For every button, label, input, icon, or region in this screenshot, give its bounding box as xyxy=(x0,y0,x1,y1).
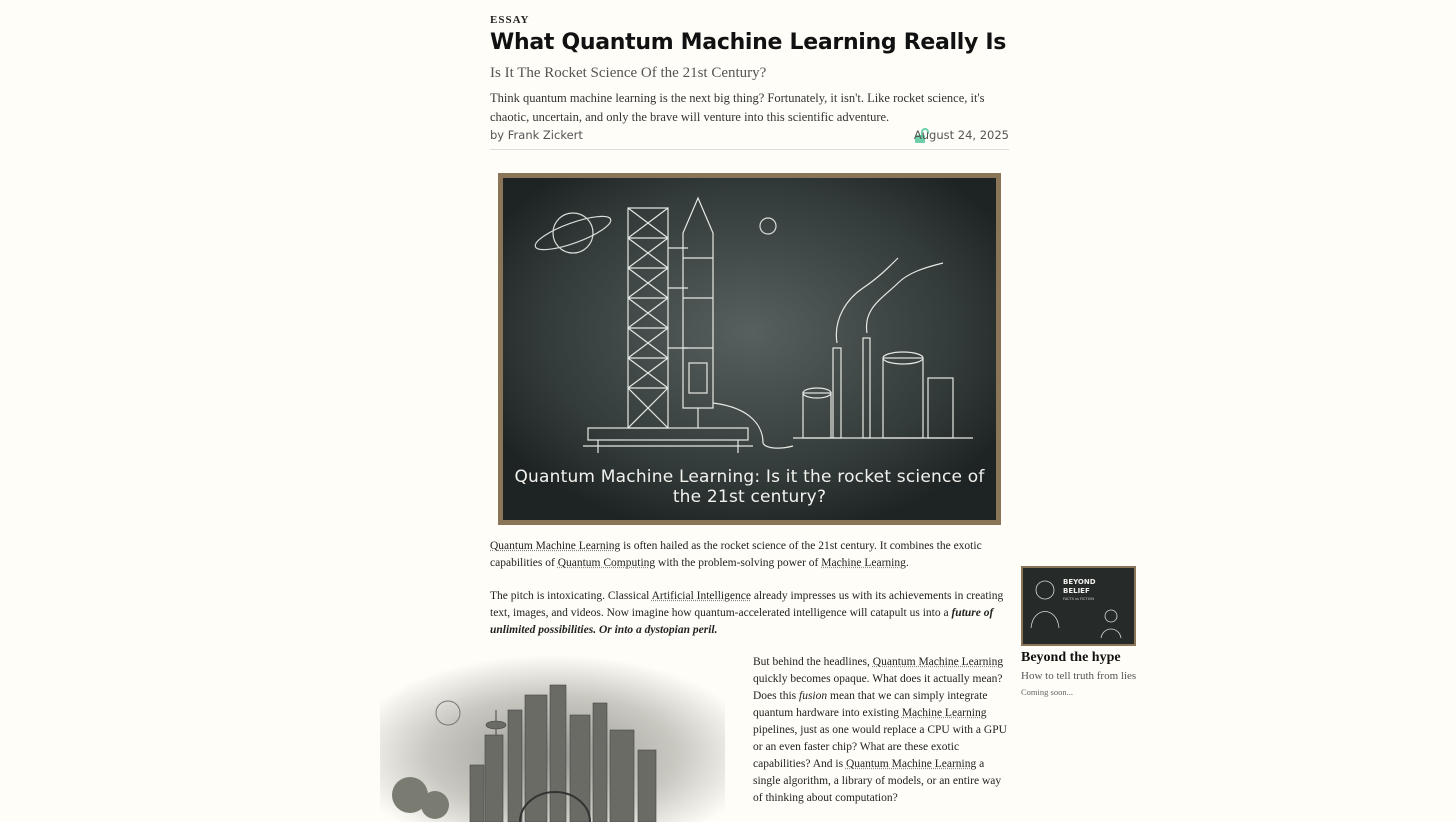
sidebar-card-thumbnail[interactable] xyxy=(1021,566,1136,646)
author-link[interactable]: by Frank Zickert xyxy=(490,128,583,142)
text: quickly becomes opaque. What does it actually mean? Does this xyxy=(753,673,1003,702)
body-paragraph-2 xyxy=(490,588,1010,639)
text: But behind the headlines, xyxy=(753,656,873,668)
sidebar-card-status: Coming soon... xyxy=(1021,687,1073,697)
kicker: ESSAY xyxy=(490,14,530,26)
thumb-text: BEYOND xyxy=(1063,578,1096,586)
hero-image xyxy=(498,173,1001,525)
sidebar-card-title[interactable]: Beyond the hype xyxy=(1021,650,1121,665)
link-quantum-machine-learning[interactable]: Quantum Machine Learning xyxy=(872,656,1004,668)
sidebar-card-subtitle: How to tell truth from lies xyxy=(1021,670,1137,682)
lead-paragraph: Think quantum machine learning is the next big thing? Fortunately, it isn't. Like rocket science, it's chaotic, uncertain, and only the brave will venture into this scientific adventure. xyxy=(490,91,985,124)
link-quantum-machine-learning[interactable]: Quantum Machine Learning xyxy=(490,540,621,552)
emphasis: future of unlimited possibilities. Or into a dystopian peril. xyxy=(490,607,994,636)
link-machine-learning[interactable]: Machine Learning xyxy=(901,707,987,719)
hero-caption: Quantum Machine Learning: Is it the rocket science of the 21st century? xyxy=(514,467,985,507)
text: already impresses us with its achievements in creating text, images, and videos. Now imagine how quantum-accelerated intelligence will catapult us into a xyxy=(490,590,1004,619)
link-quantum-computing[interactable]: Quantum Computing xyxy=(557,557,656,569)
body-paragraph-3 xyxy=(753,654,1011,807)
city-illustration xyxy=(380,655,725,822)
text: with the problem-solving power of xyxy=(655,557,822,569)
text: is often hailed as the rocket science of the 21st century. It combines the exotic capabilities of xyxy=(490,540,982,569)
text: The pitch is intoxicating. Classical xyxy=(490,590,652,602)
byline xyxy=(490,128,1009,150)
publish-date: August 24, 2025 xyxy=(913,128,1009,142)
text: . xyxy=(905,557,909,569)
text: mean that we can simply integrate quantum hardware into existing xyxy=(753,690,988,719)
thumb-text: FACTS vs FICTION xyxy=(1063,597,1094,601)
subtitle: Is It The Rocket Science Of the 21st Century? xyxy=(490,65,767,81)
page-title: What Quantum Machine Learning Really Is xyxy=(490,30,1007,55)
text: a single algorithm, a library of models, or an entire way of thinking about computation? xyxy=(753,758,1002,804)
link-quantum-machine-learning[interactable]: Quantum Machine Learning xyxy=(845,758,977,770)
body-paragraph-1 xyxy=(490,538,1010,572)
link-artificial-intelligence[interactable]: Artificial Intelligence xyxy=(651,590,751,602)
link-machine-learning[interactable]: Machine Learning xyxy=(821,557,906,569)
thumb-text: BELIEF xyxy=(1063,587,1090,595)
text: pipelines, just as one would replace a CPU with a GPU or an even faster chip? What are these exotic capabilities? And is xyxy=(753,724,1007,770)
emphasis: fusion xyxy=(799,690,828,702)
